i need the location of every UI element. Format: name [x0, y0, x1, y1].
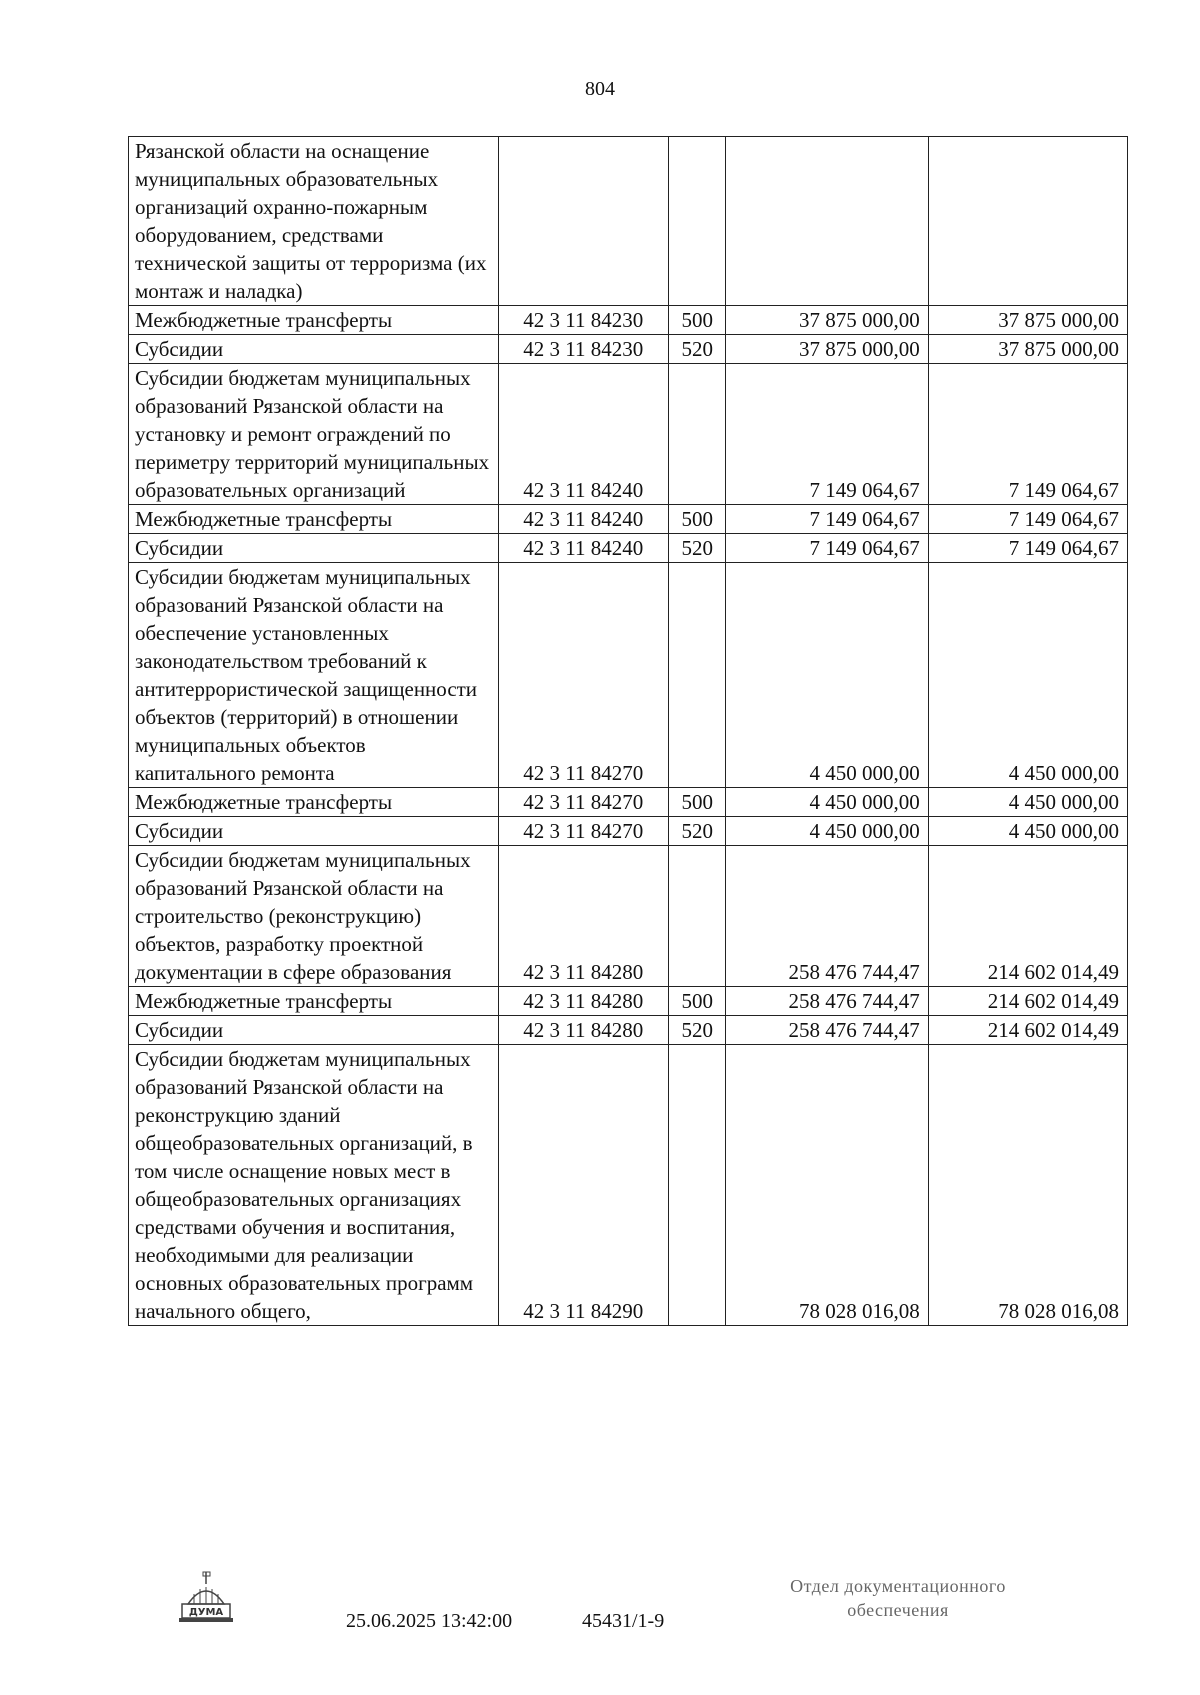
cell-name: Межбюджетные трансферты [129, 788, 499, 817]
cell-amount2: 4 450 000,00 [928, 788, 1127, 817]
table-row [129, 788, 1128, 817]
cell-amount2: 37 875 000,00 [928, 335, 1127, 364]
table-row [129, 335, 1128, 364]
cell-code: 42 3 11 84270 [498, 817, 668, 846]
cell-amount2: 4 450 000,00 [928, 563, 1127, 788]
cell-amount1: 4 450 000,00 [726, 817, 928, 846]
cell-name: Субсидии бюджетам муниципальных образований Рязанской области на строительство (реконструкцию) объектов, разработку проектной документации в сфере образования [129, 846, 499, 987]
cell-type: 520 [668, 817, 726, 846]
cell-type: 520 [668, 1016, 726, 1045]
duma-emblem-icon [176, 1570, 236, 1632]
cell-amount2: 78 028 016,08 [928, 1045, 1127, 1326]
table-row [129, 364, 1128, 505]
cell-code: 42 3 11 84240 [498, 534, 668, 563]
cell-amount1: 7 149 064,67 [726, 534, 928, 563]
emblem-text: ДУМА [188, 1607, 224, 1618]
cell-code: 42 3 11 84280 [498, 987, 668, 1016]
cell-amount1: 4 450 000,00 [726, 788, 928, 817]
cell-type [668, 137, 726, 306]
cell-amount2: 7 149 064,67 [928, 505, 1127, 534]
cell-name: Межбюджетные трансферты [129, 306, 499, 335]
table-row [129, 1045, 1128, 1326]
cell-amount1: 258 476 744,47 [726, 1016, 928, 1045]
cell-code: 42 3 11 84240 [498, 505, 668, 534]
cell-amount2: 214 602 014,49 [928, 846, 1127, 987]
cell-amount1 [726, 137, 928, 306]
stamp-line-2: обеспечения [847, 1600, 949, 1620]
cell-code: 42 3 11 84270 [498, 788, 668, 817]
cell-amount1: 258 476 744,47 [726, 987, 928, 1016]
budget-table [128, 136, 1128, 1326]
cell-code: 42 3 11 84280 [498, 846, 668, 987]
cell-amount2: 214 602 014,49 [928, 987, 1127, 1016]
table-row [129, 1016, 1128, 1045]
table-row [129, 846, 1128, 987]
cell-amount2: 7 149 064,67 [928, 364, 1127, 505]
cell-amount2: 214 602 014,49 [928, 1016, 1127, 1045]
cell-code: 42 3 11 84230 [498, 335, 668, 364]
cell-amount1: 37 875 000,00 [726, 335, 928, 364]
cell-code: 42 3 11 84280 [498, 1016, 668, 1045]
cell-name: Субсидии [129, 817, 499, 846]
cell-code: 42 3 11 84290 [498, 1045, 668, 1326]
cell-code: 42 3 11 84240 [498, 364, 668, 505]
cell-name: Межбюджетные трансферты [129, 987, 499, 1016]
table-row [129, 817, 1128, 846]
cell-type [668, 846, 726, 987]
cell-code [498, 137, 668, 306]
cell-amount2: 4 450 000,00 [928, 817, 1127, 846]
footer [0, 1570, 1200, 1680]
table-row [129, 306, 1128, 335]
cell-name: Межбюджетные трансферты [129, 505, 499, 534]
cell-name: Субсидии бюджетам муниципальных образований Рязанской области на реконструкцию зданий общеобразовательных организаций, в том числе оснащение новых мест в общеобразовательных организациях средствами обучения и воспитания, необходимыми для реализации основных образовательных программ начального общего, [129, 1045, 499, 1326]
print-datetime: 25.06.2025 13:42:00 [346, 1610, 513, 1632]
cell-type: 500 [668, 505, 726, 534]
cell-type: 500 [668, 987, 726, 1016]
cell-type [668, 1045, 726, 1326]
table-row [129, 987, 1128, 1016]
stamp-line-1: Отдел документационного [790, 1576, 1006, 1596]
cell-amount1: 37 875 000,00 [726, 306, 928, 335]
cell-name: Субсидии бюджетам муниципальных образований Рязанской области на установку и ремонт ограждений по периметру территорий муниципальных образовательных организаций [129, 364, 499, 505]
budget-table-body [129, 137, 1128, 1326]
cell-code: 42 3 11 84270 [498, 563, 668, 788]
cell-amount1: 258 476 744,47 [726, 846, 928, 987]
cell-type: 520 [668, 534, 726, 563]
cell-code: 42 3 11 84230 [498, 306, 668, 335]
cell-amount2 [928, 137, 1127, 306]
page-number: 804 [585, 78, 615, 100]
cell-name: Рязанской области на оснащение муниципальных образовательных организаций охранно-пожарным оборудованием, средствами технической защиты от терроризма (их монтаж и наладка) [129, 137, 499, 306]
department-stamp [748, 1574, 1048, 1622]
cell-amount1: 78 028 016,08 [726, 1045, 928, 1326]
table-row [129, 137, 1128, 306]
cell-amount2: 37 875 000,00 [928, 306, 1127, 335]
cell-type: 520 [668, 335, 726, 364]
cell-type [668, 364, 726, 505]
cell-amount1: 7 149 064,67 [726, 364, 928, 505]
cell-name: Субсидии [129, 534, 499, 563]
table-row [129, 505, 1128, 534]
cell-amount1: 4 450 000,00 [726, 563, 928, 788]
cell-type: 500 [668, 306, 726, 335]
cell-name: Субсидии бюджетам муниципальных образований Рязанской области на обеспечение установленных законодательством требований к антитеррористической защищенности объектов (территорий) в отношении муниципальных объектов капитального ремонта [129, 563, 499, 788]
cell-name: Субсидии [129, 1016, 499, 1045]
table-row [129, 563, 1128, 788]
cell-amount1: 7 149 064,67 [726, 505, 928, 534]
cell-type [668, 563, 726, 788]
table-row [129, 534, 1128, 563]
document-number: 45431/1-9 [582, 1610, 665, 1632]
cell-type: 500 [668, 788, 726, 817]
cell-name: Субсидии [129, 335, 499, 364]
cell-amount2: 7 149 064,67 [928, 534, 1127, 563]
